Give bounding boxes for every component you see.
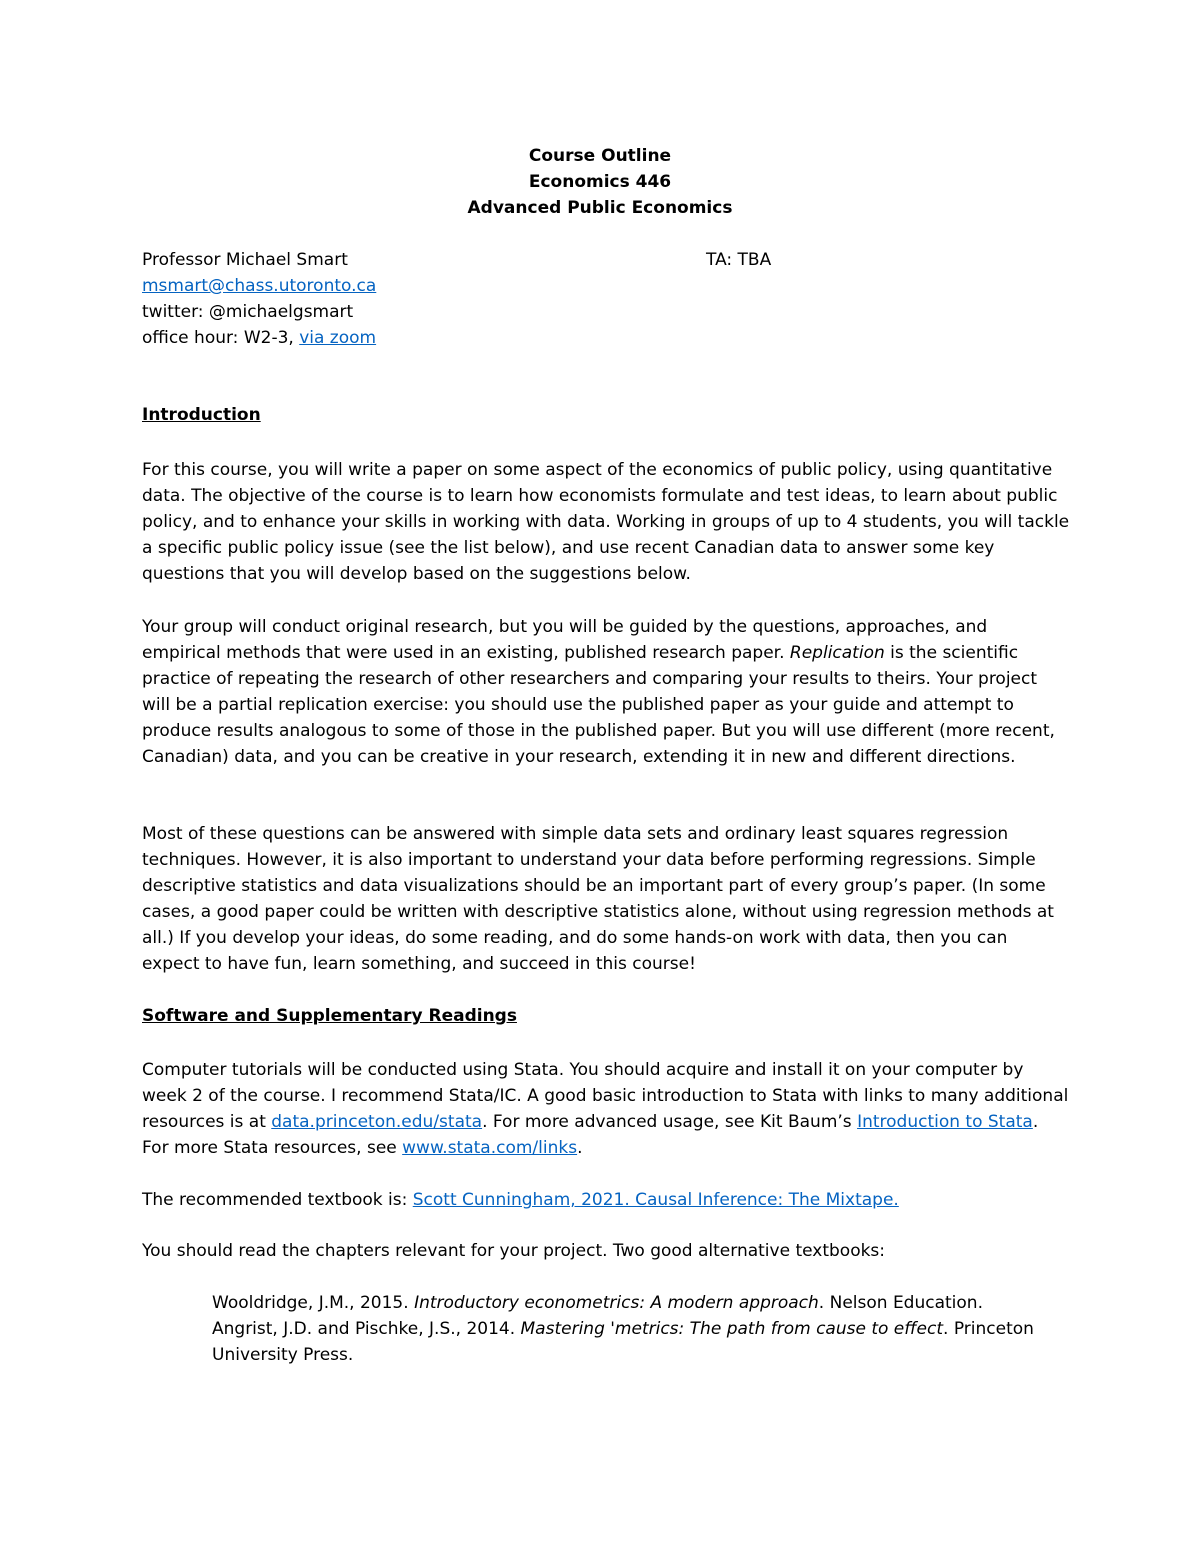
intro-p2-text-b: is the scientific practice of repeating the research of other researchers and comparing your results to theirs. Your project will be a partial replication exercise: you should use the published paper as your guide and attempt to produce results analogous to some of those in the published paper. But you will use different (more recent, Canadian) data, and you can be creative in your research, extending it in new and different directions.: [142, 643, 1055, 767]
ref2-publisher: . Princeton University Press.: [212, 1319, 1034, 1365]
ref2-authors: Angrist, J.D. and Pischke, J.S., 2014.: [212, 1319, 521, 1339]
title-course-name: Advanced Public Economics: [467, 198, 733, 218]
instructor-name: Professor Michael Smart: [142, 250, 348, 270]
instructor-twitter: twitter: @michaelgsmart: [142, 302, 354, 322]
textbook-text: The recommended textbook is:: [142, 1190, 413, 1210]
software-paragraph-1: [142, 1057, 1070, 1161]
intro-paragraph-3: Most of these questions can be answered with simple data sets and ordinary least squares regression techniques. However, it is also important to understand your data before performing regressions. Simple descriptive statistics and data visualizations should be an important part of every group’s paper. (In some cases, a good paper could be written with descriptive statistics alone, without using regression methods at all.) If you develop your ideas, do some reading, and do some hands-on work with data, then you can expect to have fun, learn something, and succeed in this course!: [142, 824, 1054, 974]
reference-list: [212, 1290, 1062, 1368]
intro-p2-text-a: Your group will conduct original research, but you will be guided by the questions, approaches, and empirical methods that were used in an existing, published research paper.: [142, 617, 988, 663]
introduction-heading: Introduction: [142, 405, 261, 425]
zoom-link[interactable]: via zoom: [299, 328, 377, 348]
textbook-paragraph: [142, 1187, 1070, 1213]
alternative-textbooks-paragraph: You should read the chapters relevant for your project. Two good alternative textbooks:: [142, 1241, 886, 1261]
intro-paragraph-2: [142, 614, 1070, 770]
ref1-authors: Wooldridge, J.M., 2015.: [212, 1293, 415, 1313]
software-heading: Software and Supplementary Readings: [142, 1006, 517, 1026]
ref1-title: Introductory econometrics: A modern approach: [414, 1293, 819, 1313]
ref1-publisher: . Nelson Education.: [818, 1293, 983, 1313]
mixtape-link[interactable]: Scott Cunningham, 2021. Causal Inference: The Mixtape.: [412, 1190, 899, 1210]
ref2-title: Mastering 'metrics: The path from cause to effect: [520, 1319, 944, 1339]
software-p1-text-d: .: [577, 1138, 583, 1158]
reference-angrist: [212, 1316, 1062, 1368]
software-p1-text-a: Computer tutorials will be conducted using Stata. You should acquire and install it on your computer by week 2 of the course. I recommend Stata/IC. A good basic introduction to Stata with links to many additional resources is at: [142, 1060, 1069, 1132]
princeton-stata-link[interactable]: data.princeton.edu/stata: [271, 1112, 483, 1132]
intro-paragraph-1: For this course, you will write a paper on some aspect of the economics of public policy, using quantitative data. The objective of the course is to learn how economists formulate and test ideas, to learn about public policy, and to enhance your skills in working with data. Working in groups of up to 4 students, you will tackle a specific public policy issue (see the list below), and use recent Canadian data to answer some key questions that you will develop based on the suggestions below.: [142, 460, 1070, 584]
reference-wooldridge: [212, 1290, 1062, 1316]
document-title-block: [0, 143, 1200, 221]
software-p1-text-b: . For more advanced usage, see Kit Baum’s: [482, 1112, 858, 1132]
office-hour-text: office hour: W2-3,: [142, 328, 300, 348]
replication-term: Replication: [789, 643, 885, 663]
title-course-code: Economics 446: [528, 172, 672, 192]
stata-links-link[interactable]: www.stata.com/links: [402, 1138, 578, 1158]
office-hour-line: [142, 325, 376, 351]
instructor-email-link[interactable]: msmart@chass.utoronto.ca: [142, 276, 377, 296]
title-course-outline: Course Outline: [528, 146, 672, 166]
software-p1-text-c: . For more Stata resources, see: [142, 1112, 1039, 1158]
instructor-contact: [142, 247, 376, 351]
ta-info: TA: TBA: [706, 250, 772, 270]
intro-to-stata-link[interactable]: Introduction to Stata: [857, 1112, 1033, 1132]
